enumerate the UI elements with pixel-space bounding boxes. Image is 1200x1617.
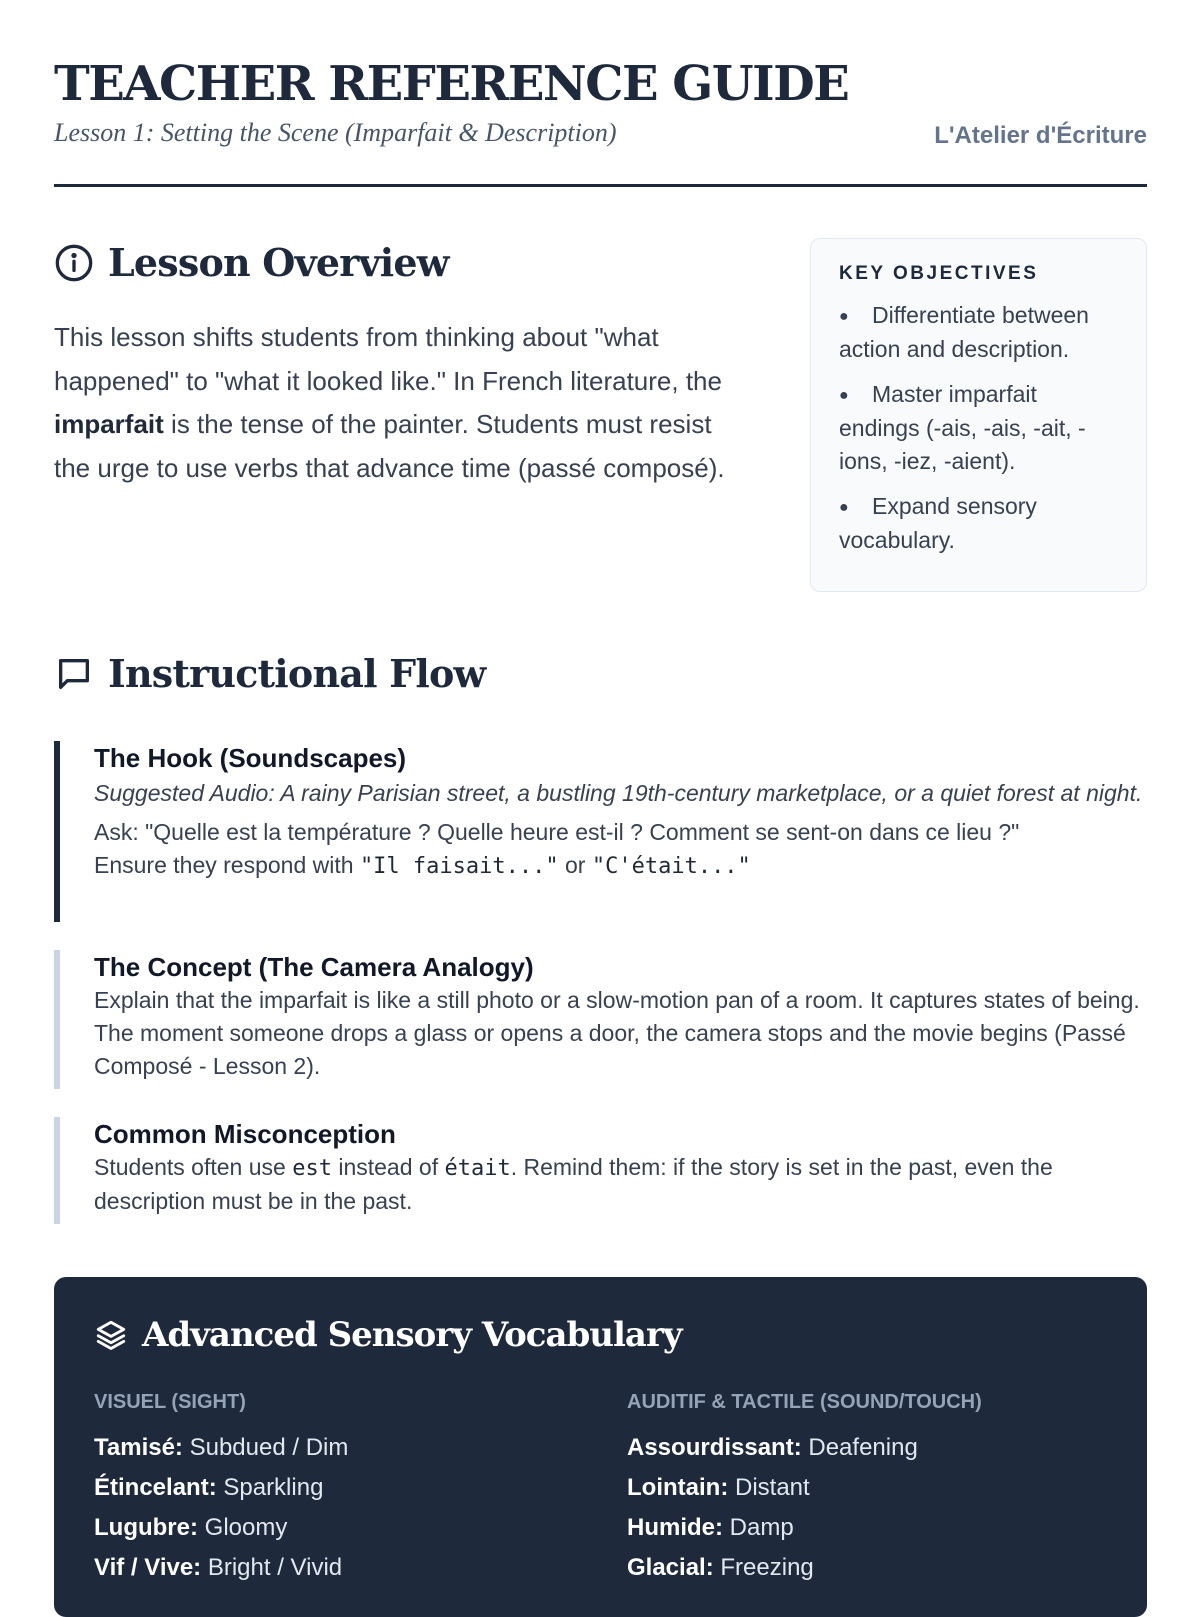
- lesson-overview-title: Lesson Overview: [108, 240, 449, 285]
- vocab-meaning: Damp: [729, 1514, 794, 1541]
- vocab-meaning: Distant: [734, 1474, 810, 1501]
- flow-step-misconception: [54, 1117, 1147, 1224]
- instructional-flow-heading: [54, 651, 485, 696]
- hook-title: The Hook (Soundscapes): [94, 743, 407, 773]
- vocab-column-sound-touch: [627, 1391, 1107, 1588]
- overview-text-start: This lesson shifts students from thinking about "what happened" to "what it looked like." In French literature, the: [54, 322, 722, 396]
- list-item: [839, 378, 1118, 478]
- misconception-title: Common Misconception: [94, 1119, 396, 1149]
- objective-text: Master imparfait endings (-ais, -ais, -ait, -ions, -iez, -aient).: [839, 381, 1086, 474]
- vocab-term: Glacial:: [627, 1554, 714, 1581]
- bullet-icon: ●: [839, 387, 849, 404]
- list-item: [839, 299, 1118, 366]
- hook-or: or: [558, 852, 592, 878]
- overview-text-end: is the tense of the painter. Students must resist the urge to use verbs that advance time (passé composé).: [54, 409, 725, 483]
- key-objectives-box: [810, 238, 1147, 592]
- page-title: TEACHER REFERENCE GUIDE: [54, 56, 849, 112]
- list-item: [94, 1428, 574, 1468]
- brand-name: L'Atelier d'Écriture: [934, 122, 1147, 149]
- list-item: [627, 1508, 1107, 1548]
- vocab-term: Étincelant:: [94, 1474, 217, 1501]
- misconception-code-est: est: [292, 1156, 332, 1181]
- list-item: [627, 1428, 1107, 1468]
- lesson-overview-heading: [54, 240, 449, 285]
- hook-ask-text: Ask: "Quelle est la température ? Quelle heure est-il ? Comment se sent-on dans ce lieu ?": [94, 819, 1020, 845]
- vocab-meaning: Bright / Vivid: [207, 1554, 343, 1581]
- vocabulary-title: Advanced Sensory Vocabulary: [142, 1315, 682, 1355]
- hook-audio-note: Suggested Audio: A rainy Parisian street, a bustling 19th-century marketplace, or a quiet forest at night.: [94, 780, 1143, 806]
- objective-text: Expand sensory vocabulary.: [839, 493, 1037, 553]
- vocab-term: Lointain:: [627, 1474, 729, 1501]
- flow-step-hook: [54, 741, 1147, 922]
- layers-icon: [94, 1318, 128, 1352]
- bullet-icon: ●: [839, 308, 849, 325]
- hook-code-il-faisait: "Il faisait...": [359, 854, 559, 879]
- list-item: [94, 1468, 574, 1508]
- vocab-term: Vif / Vive:: [94, 1554, 202, 1581]
- hook-code-cetait: "C'était...": [591, 854, 751, 879]
- overview-text-bold: imparfait: [54, 409, 164, 439]
- misconception-text-1: Students often use: [94, 1154, 293, 1180]
- list-item: [94, 1508, 574, 1548]
- document-header: [54, 56, 1147, 187]
- list-item: [627, 1468, 1107, 1508]
- vocab-term: Lugubre:: [94, 1514, 198, 1541]
- flow-step-concept: [54, 950, 1147, 1089]
- hook-ensure-text: [94, 849, 1147, 883]
- vocab-meaning: Gloomy: [204, 1514, 288, 1541]
- vocab-meaning: Freezing: [720, 1554, 814, 1581]
- instructional-flow-title: Instructional Flow: [108, 651, 486, 696]
- objective-text: Differentiate between action and description.: [839, 302, 1089, 362]
- sight-column-title: VISUEL (SIGHT): [94, 1391, 246, 1413]
- objectives-list: [839, 299, 1118, 557]
- vocab-meaning: Deafening: [808, 1434, 918, 1461]
- info-icon: [54, 243, 94, 283]
- misconception-text: [94, 1151, 1147, 1218]
- concept-title: The Concept (The Camera Analogy): [94, 952, 534, 982]
- hook-ensure-prefix: Ensure they respond with: [94, 852, 360, 878]
- vocab-term: Assourdissant:: [627, 1434, 802, 1461]
- misconception-text-2: instead of: [331, 1154, 445, 1180]
- vocab-term: Humide:: [627, 1514, 723, 1541]
- vocab-meaning: Subdued / Dim: [189, 1434, 349, 1461]
- bullet-icon: ●: [839, 499, 849, 516]
- misconception-text-3: . Remind them: if the story is set in the past, even the description must be in the past.: [94, 1154, 1053, 1214]
- sound-column-title: AUDITIF & TACTILE (SOUND/TOUCH): [627, 1391, 982, 1413]
- vocab-term: Tamisé:: [94, 1434, 183, 1461]
- overview-paragraph: [54, 316, 754, 490]
- vocab-column-sight: [94, 1391, 574, 1588]
- sensory-vocabulary-panel: [54, 1277, 1147, 1617]
- misconception-code-etait: était: [444, 1156, 511, 1181]
- chat-bubble-icon: [54, 654, 94, 694]
- list-item: [627, 1548, 1107, 1588]
- list-item: [94, 1548, 574, 1588]
- vocab-meaning: Sparkling: [223, 1474, 324, 1501]
- vocabulary-heading: [94, 1315, 682, 1355]
- list-item: [839, 490, 1118, 557]
- page-subtitle: Lesson 1: Setting the Scene (Imparfait & Description): [54, 118, 617, 147]
- concept-text: Explain that the imparfait is like a still photo or a slow-motion pan of a room. It captures states of being. The moment someone drops a glass or opens a door, the camera stops and the movie begins (Passé Composé - Lesson 2).: [94, 987, 1140, 1079]
- key-objectives-title: KEY OBJECTIVES: [839, 263, 1039, 284]
